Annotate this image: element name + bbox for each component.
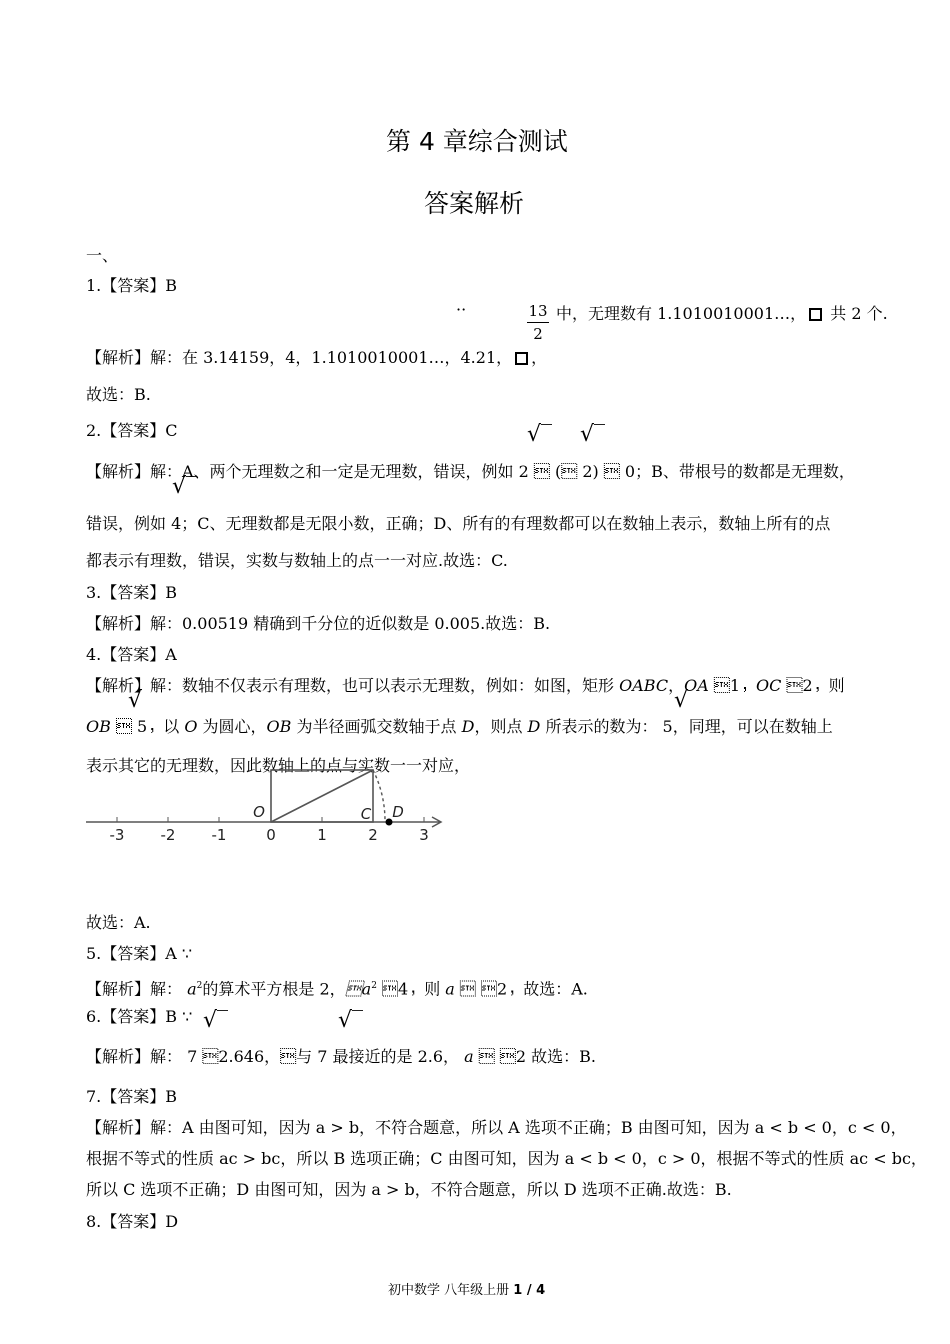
q5-l1-g:  2，故选：A. — [454, 979, 588, 999]
q4-l2-j: 所表示的数为： 5，同理，可以在数轴上 — [540, 717, 833, 736]
sqrt-icon: √‾ — [172, 474, 198, 499]
page-number: 1 / 4 — [513, 1283, 546, 1298]
page-footer — [388, 1279, 545, 1298]
q2-line2: 错误，例如 4；C、无理数都是无限小数，正确；D、所有的有理数都可以在数轴上表示，数轴上所有的点 — [86, 514, 831, 533]
q1-conclusion: 故选：B. — [86, 385, 151, 404]
q5-l1-c: 的算术平方根是 2， — [202, 979, 346, 999]
q1-analysis-end: ， — [531, 348, 548, 367]
q5-l1-d: a — [345, 979, 372, 999]
section-label: 一、 — [86, 246, 119, 265]
q7-answer: 7.【答案】B — [86, 1087, 178, 1106]
tick-label: 1 — [317, 826, 327, 844]
q7-line1: 【解析】解：A 由图可知，因为 a > b，不符合题意，所以 A 选项不正确；B 由图可知，因为 a < b < 0，c < 0， — [86, 1118, 907, 1137]
q5-answer — [86, 944, 192, 964]
tick-label: -1 — [211, 826, 227, 844]
because-icon: ∵ — [181, 944, 193, 963]
q1-frac-num: 13 — [528, 302, 548, 320]
q6-answer — [86, 1007, 192, 1027]
missing-glyph-icon — [515, 352, 528, 365]
tick-label: 3 — [419, 826, 429, 844]
q7-line2: 根据不等式的性质 ac > bc，所以 B 选项正确；C 由图可知，因为 a < b < 0，c > 0，根据不等式的性质 ac < bc， — [86, 1149, 927, 1168]
q1-fraction — [527, 302, 549, 343]
sqrt-icon: √‾ — [338, 1008, 364, 1033]
q4-l1-c: ， — [668, 676, 685, 695]
q5-answer-text: 5.【答案】A — [86, 944, 177, 963]
q2-line1: 【解析】解：A、两个无理数之和一定是无理数，错误，例如 2  ( 2)  0；B、带根号的数都是无理数， — [86, 462, 855, 481]
q1-frac-bar — [527, 322, 549, 323]
tick-label: 0 — [266, 826, 276, 844]
q4-l2-f: 为半径画弧交数轴于点 — [291, 717, 462, 736]
page-subtitle: 答案解析 — [424, 189, 525, 218]
q1-answer: 1.【答案】B — [86, 276, 178, 295]
q4-l2-c: O — [184, 717, 198, 736]
q5-sup: 2 — [196, 981, 203, 991]
q1-line-top — [556, 304, 888, 324]
q6-l1-d:  2 故选：B. — [473, 1047, 596, 1066]
q3-answer: 3.【答案】B — [86, 583, 178, 602]
q5-l1-f: a — [445, 979, 455, 999]
footer-text: 初中数学 八年级上册 — [388, 1283, 510, 1298]
q4-line3: 表示其它的无理数，因此数轴上的点与实数一一对应， — [86, 756, 471, 775]
label-o: O — [253, 803, 265, 821]
sqrt-icon: √‾ — [203, 1008, 229, 1033]
q2-answer: 2.【答案】C — [86, 421, 178, 440]
q4-l2-g: D — [461, 717, 475, 736]
q4-conclusion: 故选：A. — [86, 913, 151, 932]
q4-l2-e: OB — [266, 717, 292, 736]
number-line-figure — [84, 760, 454, 850]
q6-l1-b: 与 7 最接近的是 2.6， — [280, 1047, 465, 1066]
q6-answer-text: 6.【答案】B — [86, 1007, 178, 1026]
missing-glyph-icon — [809, 308, 822, 321]
q4-l2-d: 为圆心， — [197, 717, 267, 736]
sqrt-icon: √ — [674, 688, 689, 713]
label-c: C — [360, 805, 372, 823]
q5-line1 — [86, 976, 588, 999]
q4-l2-a: OB — [86, 717, 111, 736]
q5-l1-e: 4，则 — [376, 979, 446, 999]
q4-l1-a: 【解析】解：数轴不仅表示有理数，也可以表示无理数，例如：如图，矩形 — [86, 676, 620, 695]
q4-l1-d: OA — [684, 676, 709, 695]
q4-l2-b:  5，以 — [110, 717, 185, 736]
q7-line3: 所以 C 选项不正确；D 由图可知，因为 a > b，不符合题意，所以 D 选项不正确.故选：B. — [86, 1180, 732, 1199]
q5-l1-a: 【解析】解： — [86, 979, 188, 999]
q4-l2-i: D — [527, 717, 541, 736]
page-title: 第 4 章综合测试 — [386, 127, 568, 156]
label-d: D — [392, 803, 404, 821]
q6-line1 — [86, 1047, 596, 1067]
sqrt-icon: √‾ — [580, 422, 606, 447]
q2-line3: 都表示有理数，错误，实数与数轴上的点一一对应.故选：C. — [86, 551, 508, 570]
q4-l1-g: 2，则 — [781, 676, 845, 695]
tick-label: -2 — [160, 826, 176, 844]
q4-l2-h: ，则点 — [474, 717, 528, 736]
q4-answer: 4.【答案】A — [86, 645, 177, 664]
tick-label: -3 — [109, 826, 125, 844]
diagonal-ob — [271, 770, 373, 822]
q1-analysis-text: 【解析】解：在 3.14159，4，1.1010010001…，4.21， — [86, 348, 513, 367]
q4-line1 — [86, 676, 845, 696]
q1-frac-den: 2 — [533, 325, 543, 343]
q4-l1-e: 1， — [708, 676, 757, 695]
sqrt-icon: √‾ — [527, 422, 553, 447]
q4-line2 — [86, 717, 833, 737]
q1-line-top-end: 共 2 个. — [830, 304, 888, 323]
q8-answer: 8.【答案】D — [86, 1212, 179, 1231]
q5-l1-b: a — [187, 979, 197, 999]
sqrt-icon: √ — [128, 688, 143, 713]
q6-l1-c: a — [464, 1047, 474, 1066]
q4-l1-f: OC — [756, 676, 782, 695]
q1-line-top-text: 中，无理数有 1.1010010001…， — [556, 304, 807, 323]
q3-line1: 【解析】解：0.00519 精确到千分位的近似数是 0.005.故选：B. — [86, 614, 551, 633]
q6-l1-a: 【解析】解： 7 2.646， — [86, 1047, 281, 1066]
q1-dots: ·· — [456, 300, 467, 319]
arc-ob — [373, 770, 385, 822]
because-icon: ∵ — [182, 1007, 193, 1026]
q5-sup: 2 — [371, 981, 377, 991]
q1-analysis — [86, 348, 547, 368]
tick-label: 2 — [368, 826, 378, 844]
q4-l1-b: OABC — [619, 676, 669, 695]
